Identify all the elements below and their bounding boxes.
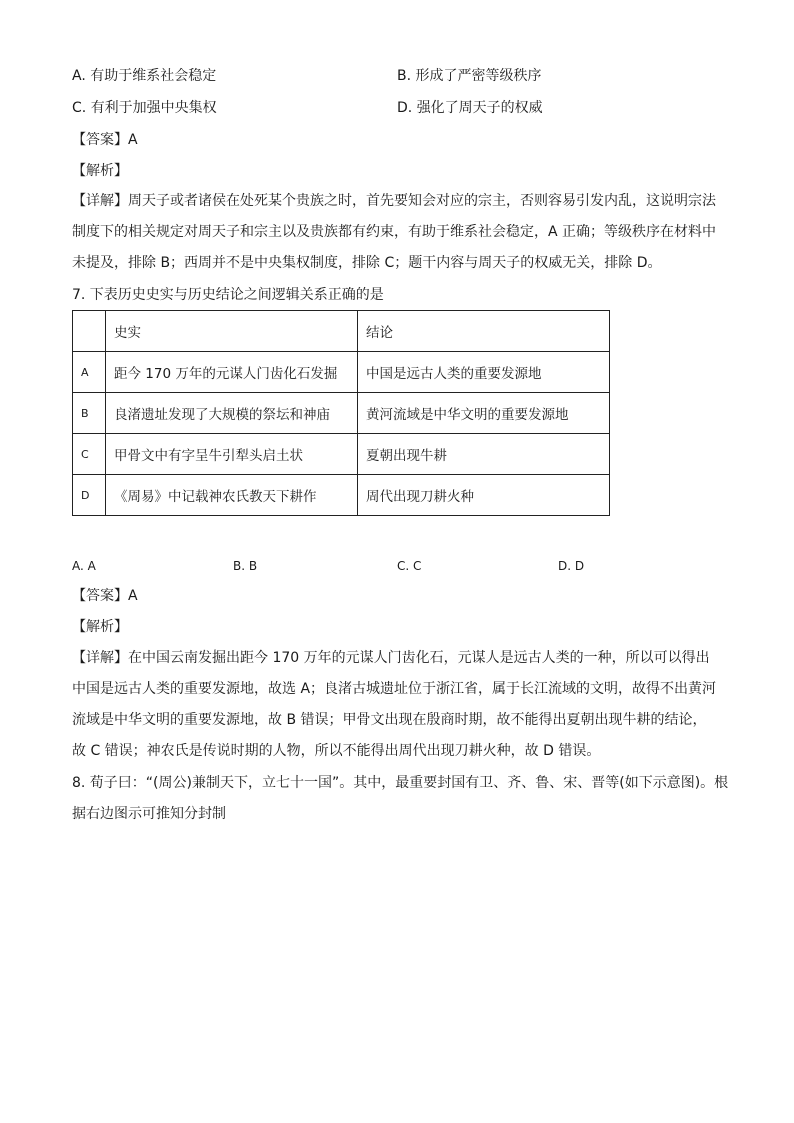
q6-detail-line: 未提及，排除 B；西周并不是中央集权制度，排除 C；题干内容与周天子的权威无关，排除 D。 [72, 255, 662, 271]
row-key: C [73, 434, 106, 475]
q7-stem: 7. 下表历史史实与历史结论之间逻辑关系正确的是 [72, 287, 384, 303]
row-conclusion: 黄河流域是中华文明的重要发源地 [358, 393, 610, 434]
row-fact: 距今 170 万年的元谋人门齿化石发掘 [106, 352, 358, 393]
row-fact: 《周易》中记载神农氏教天下耕作 [106, 475, 358, 516]
row-conclusion: 夏朝出现牛耕 [358, 434, 610, 475]
q6-detail-line: 制度下的相关规定对周天子和宗主以及贵族都有约束，有助于维系社会稳定，A 正确；等级秩序在材料中 [72, 224, 717, 240]
q6-answer: 【答案】A [72, 132, 138, 148]
q6-option-a: A. 有助于维系社会稳定 [72, 68, 217, 84]
q6-option-c: C. 有利于加强中央集权 [72, 100, 217, 116]
q7-detail [72, 643, 722, 767]
row-key: B [73, 393, 106, 434]
row-key: A [73, 352, 106, 393]
q7-answer: 【答案】A [72, 588, 138, 604]
q6-option-b: B. 形成了严密等级秩序 [397, 68, 542, 84]
table-header-cell [73, 311, 106, 352]
table-row [73, 393, 610, 434]
history-table [72, 310, 610, 516]
table-header-cell: 史实 [106, 311, 358, 352]
q7-option-d: D. D [558, 559, 585, 573]
q8-stem [72, 768, 729, 830]
row-conclusion: 中国是远古人类的重要发源地 [358, 352, 610, 393]
q7-option-c: C. C [397, 559, 422, 573]
q7-detail-line: 中国是远古人类的重要发源地，故选 A；良渚古城遗址位于浙江省，属于长江流域的文明，故得不出黄河 [72, 681, 717, 697]
table-header-cell: 结论 [358, 311, 610, 352]
table-header-row [73, 311, 610, 352]
q8-stem-line: 8. 荀子曰：“(周公)兼制天下，立七十一国”。其中，最重要封国有卫、齐、鲁、宋、晋等(如下示意图)。根 [72, 775, 729, 791]
q6-detail-line: 【详解】周天子或者诸侯在处死某个贵族之时，首先要知会对应的宗主，否则容易引发内乱，这说明宗法 [72, 193, 716, 209]
q6-detail [72, 186, 722, 279]
q7-detail-line: 故 C 错误；神农氏是传说时期的人物，所以不能得出周代出现刀耕火种，故 D 错误。 [72, 743, 601, 759]
q6-analysis-heading: 【解析】 [72, 163, 128, 179]
q7-option-b: B. B [233, 559, 258, 573]
q7-option-a: A. A [72, 559, 96, 573]
table-row [73, 352, 610, 393]
q7-detail-line: 流域是中华文明的重要发源地，故 B 错误；甲骨文出现在殷商时期，故不能得出夏朝出现牛耕的结论， [72, 712, 707, 728]
table-row [73, 475, 610, 516]
q7-analysis-heading: 【解析】 [72, 619, 128, 635]
row-fact: 甲骨文中有字呈牛引犁头启土状 [106, 434, 358, 475]
row-key: D [73, 475, 106, 516]
q7-detail-line: 【详解】在中国云南发掘出距今 170 万年的元谋人门齿化石，元谋人是远古人类的一种，所以可以得出 [72, 650, 710, 666]
q6-option-d: D. 强化了周天子的权威 [397, 100, 543, 116]
row-fact: 良渚遗址发现了大规模的祭坛和神庙 [106, 393, 358, 434]
table-row [73, 434, 610, 475]
q8-stem-line: 据右边图示可推知分封制 [72, 806, 226, 822]
row-conclusion: 周代出现刀耕火种 [358, 475, 610, 516]
